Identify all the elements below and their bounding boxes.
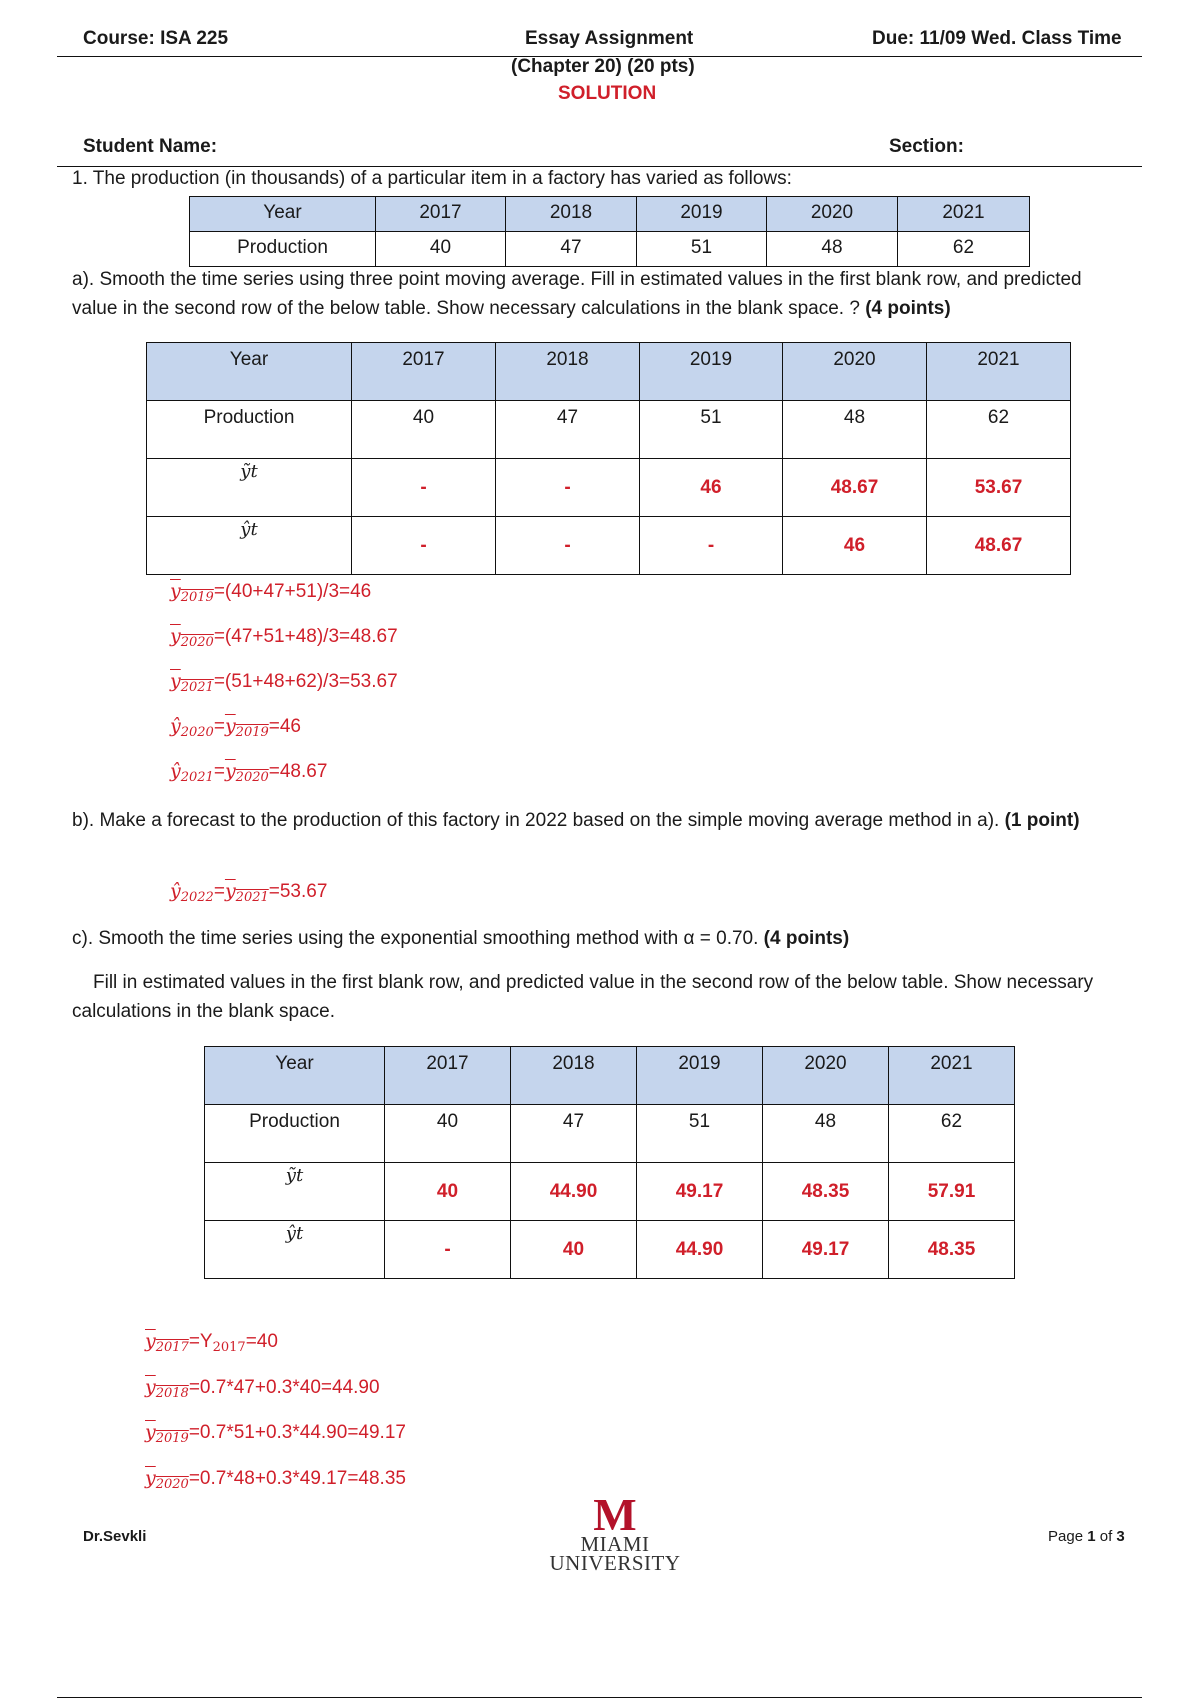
production-cell: 48 [763,1105,889,1163]
production-cell: 62 [927,401,1071,459]
production-cell: 51 [637,1105,763,1163]
calc-subscript: 2017 [212,1340,246,1355]
university-logo [545,1489,685,1575]
predicted-symbol: ŷt [205,1221,385,1279]
table-row [147,401,1071,459]
year-header: Year [147,343,352,401]
smoothed-cell: 57.91 [889,1163,1015,1221]
calc-line [170,670,398,695]
year-cell: 2021 [898,197,1030,232]
part-b-points: (1 point) [1004,810,1080,831]
year-cell: 2020 [763,1047,889,1105]
question1-table [189,196,1030,267]
calc-line [145,1467,406,1492]
table-row [190,232,1030,267]
table-row [205,1221,1015,1279]
author-label: Dr.Sevkli [83,1528,147,1545]
calc-line [145,1421,406,1446]
production-header: Production [205,1105,385,1163]
production-cell: 62 [889,1105,1015,1163]
production-cell: 51 [637,232,767,267]
predicted-cell: - [385,1221,511,1279]
calc-symbol: $ŷ_{2022}$ [170,880,214,905]
calc-symbol: $y_{2021}$ [170,670,214,695]
part-b-text [72,806,1112,835]
assignment-title: Essay Assignment [525,28,694,49]
student-rule [57,166,1142,167]
year-cell: 2018 [511,1047,637,1105]
smoothed-symbol: ỹt [147,459,352,517]
year-cell: 2021 [889,1047,1015,1105]
calc-expression: =(40+47+51)/3=46 [213,581,372,602]
calc-expression: =46 [268,716,301,737]
calc-result: =40 [245,1331,278,1352]
logo-m-icon: M [593,1489,637,1540]
smoothed-cell: - [352,459,496,517]
part-b-prompt: b). Make a forecast to the production of this factory in 2022 based on the simple moving average method in a). [72,810,1000,831]
table-row [205,1047,1015,1105]
production-header: Production [147,401,352,459]
calc-symbol: $y_{2019}$ [224,715,269,740]
year-cell: 2019 [637,1047,763,1105]
production-cell: 48 [783,401,927,459]
student-name-label: Student Name: [83,136,218,157]
calc-symbol: $y_{2020}$ [224,760,269,785]
production-cell: 62 [898,232,1030,267]
predicted-cell: 48.67 [927,517,1071,575]
year-header: Year [190,197,376,232]
predicted-cell: - [640,517,783,575]
calc-line [170,580,371,605]
calc-line: $ŷ_{2021}=y_{2020}=48.67$ [170,760,328,785]
production-cell: 40 [385,1105,511,1163]
calc-expression: =0.7*47+0.3*40=44.90 [188,1377,380,1398]
logo-line2: UNIVERSITY [549,1551,681,1575]
calc-expression: =53.67 [268,881,328,902]
smoothed-cell: 46 [640,459,783,517]
production-cell: 48 [767,232,898,267]
calc-line: $ŷ_{2022}=y_{2021}=53.67$ [170,880,328,905]
year-cell: 2017 [385,1047,511,1105]
year-cell: 2018 [506,197,637,232]
calc-symbol: $y_{2019}$ [170,580,214,605]
part-a-text [72,265,1112,323]
calc-symbol: $y_{2018}$ [145,1376,189,1401]
calc-symbol: $y_{2020}$ [170,625,214,650]
calc-expression: =0.7*51+0.3*44.90=49.17 [188,1422,406,1443]
part-a-prompt: a). Smooth the time series using three point moving average. Fill in estimated values in the first blank row, and predicted value in the second row of the below table. Show necessary calculations in the blank space. ? [72,269,1082,319]
production-cell: 47 [496,401,640,459]
calc-expression: =0.7*48+0.3*49.17=48.35 [188,1468,406,1489]
predicted-symbol: ŷt [147,517,352,575]
predicted-cell: 49.17 [763,1221,889,1279]
solution-label: SOLUTION [558,83,657,104]
part-c-table [204,1046,1015,1279]
predicted-cell: - [496,517,640,575]
part-c-points: (4 points) [763,928,850,949]
smoothed-cell: 48.67 [783,459,927,517]
calc-symbol: $y_{2019}$ [145,1421,189,1446]
production-cell: 47 [506,232,637,267]
calc-expression: =(51+48+62)/3=53.67 [213,671,398,692]
year-cell: 2020 [767,197,898,232]
due-label: Due: 11/09 Wed. Class Time [872,28,1122,49]
question1-intro: 1. The production (in thousands) of a particular item in a factory has varied as follows: [72,168,792,189]
calc-symbol: $y_{2020}$ [145,1467,189,1492]
chapter-label: (Chapter 20) (20 pts) [511,56,695,77]
table-row [147,517,1071,575]
year-header: Year [205,1047,385,1105]
production-cell: 40 [376,232,506,267]
table-row [205,1163,1015,1221]
smoothed-cell: 53.67 [927,459,1071,517]
predicted-cell: 48.35 [889,1221,1015,1279]
production-cell: 47 [511,1105,637,1163]
smoothed-cell: 49.17 [637,1163,763,1221]
table-row [147,343,1071,401]
calc-expression: =(47+51+48)/3=48.67 [213,626,398,647]
calc-line [170,625,398,650]
calc-line: $ŷ_{2020}=y_{2019}=46$ [170,715,301,740]
year-cell: 2017 [376,197,506,232]
smoothed-cell: - [496,459,640,517]
smoothed-cell: 48.35 [763,1163,889,1221]
smoothed-symbol: ỹt [205,1163,385,1221]
production-cell: 40 [352,401,496,459]
smoothed-cell: 44.90 [511,1163,637,1221]
production-cell: 51 [640,401,783,459]
year-cell: 2017 [352,343,496,401]
part-a-points: (4 points) [865,298,951,319]
calc-expression: =48.67 [268,761,328,782]
part-c-prompt: c). Smooth the time series using the exponential smoothing method with α = 0.70. [72,928,759,949]
predicted-cell: 44.90 [637,1221,763,1279]
year-cell: 2020 [783,343,927,401]
table-row [205,1105,1015,1163]
predicted-cell: - [352,517,496,575]
calc-line [145,1330,278,1355]
course-label: Course: ISA 225 [83,28,229,49]
part-c-instructions: Fill in estimated values in the first blank row, and predicted value in the second row of the below table. Show necessary calculations in the blank space. [72,972,1094,1022]
year-cell: 2021 [927,343,1071,401]
year-cell: 2018 [496,343,640,401]
calc-symbol: $y_{2017}$ [145,1330,189,1355]
section-label: Section: [889,136,964,157]
production-header: Production [190,232,376,267]
calc-symbol: $ŷ_{2021}$ [170,760,214,785]
part-a-table [146,342,1071,575]
predicted-cell: 46 [783,517,927,575]
smoothed-cell: 40 [385,1163,511,1221]
page-number: Page 1 of 3 [1048,1528,1125,1545]
year-cell: 2019 [640,343,783,401]
logo-line1: MIAMI [580,1532,650,1556]
part-c-text [72,924,1112,953]
year-cell: 2019 [637,197,767,232]
table-row [190,197,1030,232]
calc-symbol: $y_{2021}$ [224,880,269,905]
calc-symbol: $ŷ_{2020}$ [170,715,214,740]
predicted-cell: 40 [511,1221,637,1279]
calc-expression: =Y [188,1331,213,1352]
calc-line [145,1376,380,1401]
footer-rule [57,1697,1142,1698]
table-row [147,459,1071,517]
